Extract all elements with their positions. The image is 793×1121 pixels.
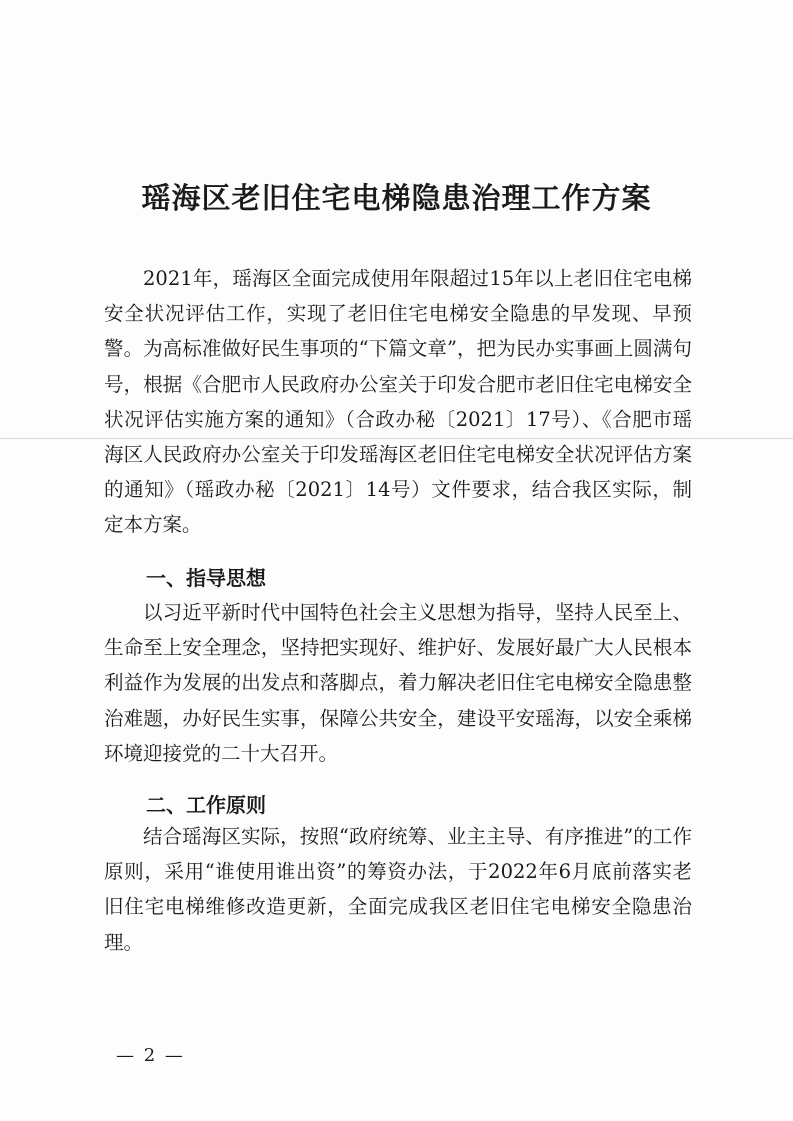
section-paragraph-guiding-ideology: 以习近平新时代中国特色社会主义思想为指导，坚持人民至上、生命至上安全理念，坚持把实现好、维护好、发展好最广大人民根本利益作为发展的出发点和落脚点，着力解决老旧住宅电梯安全隐患整治难题，办好民生实事，保障公共安全，建设平安瑶海，以安全乘梯环境迎接党的二十大召开。 [104,601,692,765]
page-number: — 2 — [116,1045,185,1066]
section-paragraph-work-principles: 结合瑶海区实际，按照“政府统筹、业主主导、有序推进”的工作原则，采用“谁使用谁出资”的筹资办法，于2022年6月底前落实老旧住宅电梯维修改造更新，全面完成我区老旧住宅电梯安全隐患治理。 [104,825,692,954]
document-title: 瑶海区老旧住宅电梯隐患治理工作方案 [141,181,652,215]
intro-paragraph: 2021年，瑶海区全面完成使用年限超过15年以上老旧住宅电梯安全状况评估工作，实现了老旧住宅电梯安全隐患的早发现、早预警。为高标准做好民生事项的“下篇文章”，把为民办实事画上圆满句号，根据《合肥市人民政府办公室关于印发合肥市老旧住宅电梯安全状况评估实施方案的通知》（合政办秘〔2021〕17号）、《合肥市瑶海区人民政府办公室关于印发瑶海区老旧住宅电梯安全状况评估方案的通知》（瑶政办秘〔2021〕14号）文件要求，结合我区实际，制定本方案。 [104,267,692,537]
section-heading-guiding-ideology: 一、指导思想 [146,566,266,590]
section-heading-work-principles: 二、工作原则 [146,793,266,817]
